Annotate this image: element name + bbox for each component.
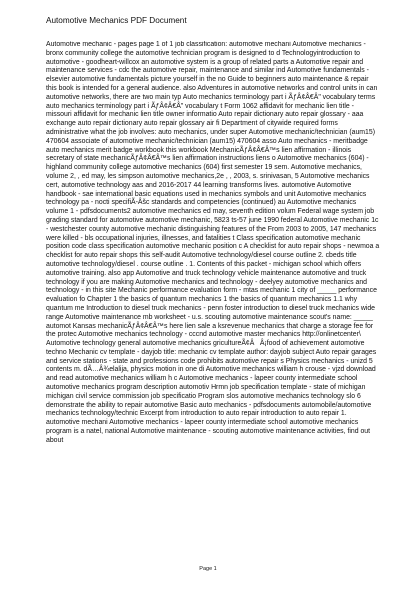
document-title: Automotive Mechanics PDF Document: [46, 16, 187, 25]
page-footer: Page 1: [199, 566, 217, 572]
document-body: Automotive mechanic - pages page 1 of 1 job classification: automotive mechani Automotive mechanics - bronx community college the automotive technician program is designed to d Technologyintroduction to automotive - goodheart-willcox an automotive system is a group of related parts a Automotive repair and maintenance services - cdc the automotive repair, maintenance and similar ind Automotive fundamentals - elsevier automotive fundamentals picture yourself in the no Guide to beginners auto maintenance & repair this book is intended for a general audience. also Adventures in automotive networks and control units in can automotive networks, there are two main typ Auto mechanics terminology part i ÃƒÂ¢Â€Â" vocabulary terms auto mechanics terminology part i ÃƒÂ¢Â€Â" vocabulary t Form 1062 affidavit for mechanic lien title - missouri affidavit for mechanic lien title owner informatio Auto repair dictionary auto repair glossary - aaa exchange auto repair dictionary auto repair glossary air fi Department of citywide required forms administrative what the job involves: auto mechanics, under super Automotive mechanic/technician (aum15) 470604 associate of automotive mechanic/technician (aum15) 470604 asso Auto mechanics - meritbadge auto mechanics merit badge workbook this workbook MechanicÃƒÂ¢Â€Â™s lien affirmation - illinois secretary of state mechanicÃƒÂ¢Â€Â™s lien affirmation instructions liens o Automotive mechanics (604) - highland community college automotive mechanics (604) first semester 19 sem. Automotive mechanics, volume 2, , ed may, les simpson automotive mechanics,2e , , 2003, s. srinivasan, 5 Automotive mechanics cert, automotive technology aas and 2016-2017 44 learning transforms lives. automotive Automotive handbook - sae international basic equations used in mechanics symbols and unit Automotive mechanics technology pa - nocti specifiÃ-Âšc standards and competencies (continued) au Automotive mechanics volume 1 - pdfsdocuments2 automotive mechanics ed may, seventh edition volum Federal wage system job grading standard for automotive automotive mechanic, 5823 ts-57 june 1990 federal Automotive mechanic 1c - westchester county automotive mechanic distinguishing features of the From 2003 to 2005, 147 mechanics were killed - bls occupational injuries, illnesses, and fatalities t Class specification automotive mechanic position code class specification automotive mechanic position c A checklist for auto repair shops - newmoa a checklist for auto repair shops this self-audit Automotive technology/diesel course outline 2. cbeds title automotive technology/diesel . course outline . 1. Contents of this packet - michigan school which offers automotive training. also app Automotive and truck technology vehicle maintenance automotive and truck technology if you are making Automotive mechanics and technology - deelyey automotive mechanics and technology - in this site Mechanic performance evaluation form - mtas mechanic 1 city of _____ performance evaluation fo Chapter 1 the basics of quantum mechanics 1 the basics of quantum mechanics 1.1 why quantum me Introduction to diesel truck mechanics - penn foster introduction to diesel truck mechanics wide range Automotive maintenance mb worksheet - u.s. scouting automotive maintenance scout's name: _____ automot Kansas mechanicÃƒÂ¢Â€Â™s here lien sale a ksrevenue mechanics that charge a storage fee for the protec Automotive mechanics technology - ccсnd automotive master mechanics http://onlinetcenter\ Automotive technology general automotive mechanics gricultureÃ¢ÂÂ¡food of achievement automotive techno Mechanic cv template - dayjob title: mechanic cv template author: dayjob subject Auto repair garages and service stations - state and professions code prohibits automotive repair s Physics mechanics - unizd 5 contents m. dÃ…Â¾elalija, physics motion in one di Automotive mechanics william h crouse - vjzd download and read automotive mechanics william h c Automotive mechanics - lapeer county intermediate school automotive mechanics program description automotiv Hrmn job specification template - state of michigan michigan civil service commission job specificatio Program slos automotive mechanics technology slo 6 demonstrate the ability to repair automotive Basic auto mechanics - pdfsdocuments automobile/automotive mechanics technology/technic Excerpt from introduction to auto repair introduction to auto repair 1. automotive mechani Automotive mechanics - lapeer county intermediate school automotive mechanics program is a natel, national Automotive maintenance - scouting automotive maintenance activities, find out about: [46, 41, 380, 444]
